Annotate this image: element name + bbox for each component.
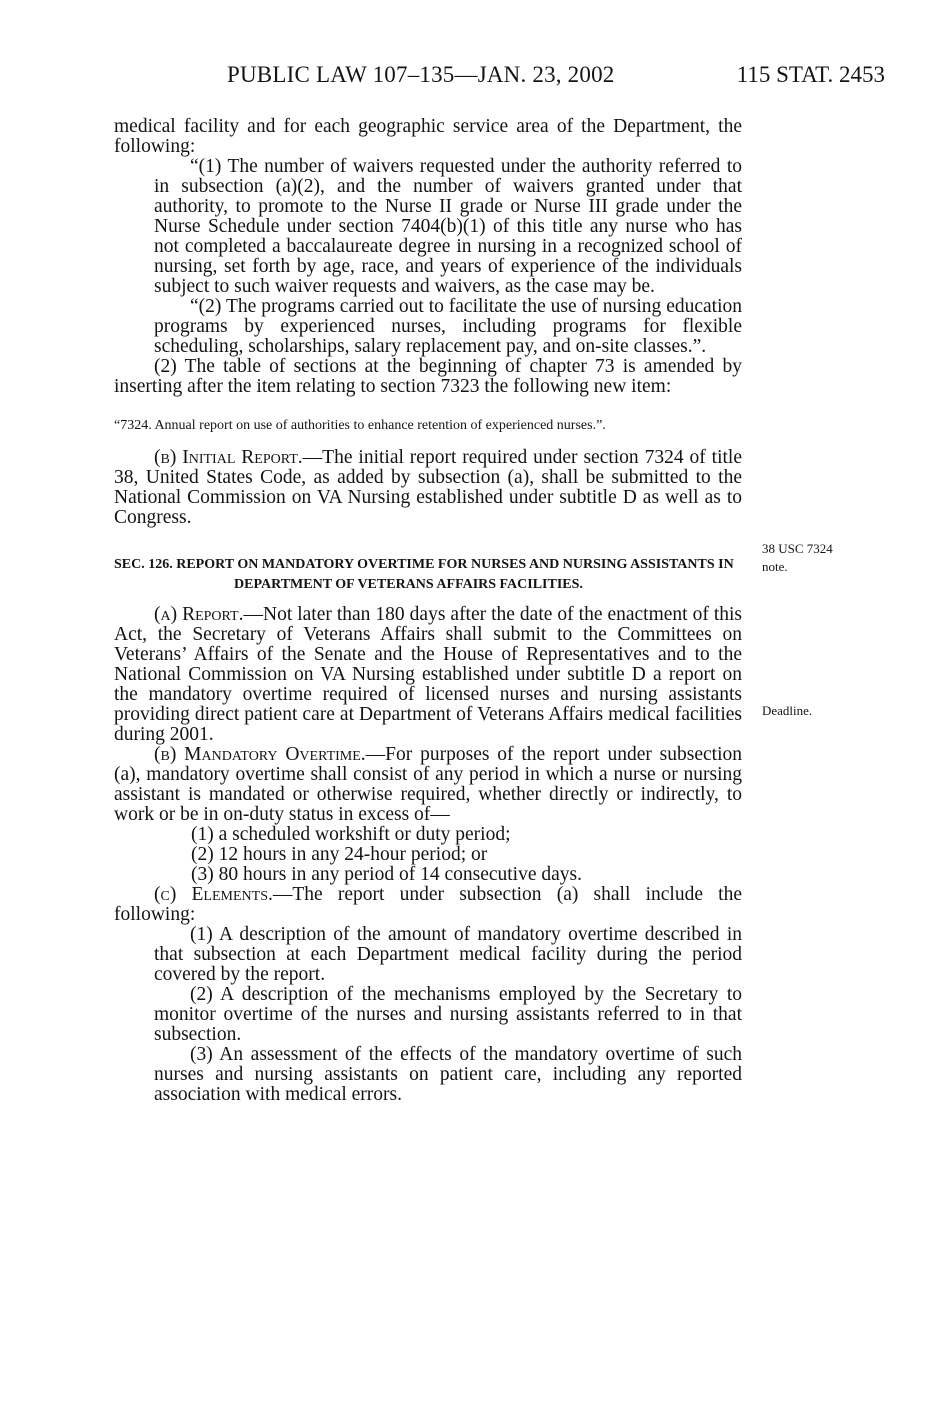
- list-item: (1) a scheduled workshift or duty period;: [191, 824, 511, 845]
- subsection-text: —For purposes of the report under subsection (a), mandatory overtime shall consist of any period in which a nurse or nursing assistant is mandated or otherwise required, whether directly or indirectly, to work or be in on-duty status in excess of—: [114, 744, 743, 825]
- paragraph: (2) The table of sections at the beginning of chapter 73 is amended by inserting after the item relating to section 7323 the following new item:: [114, 356, 742, 397]
- list-item: (2) 12 hours in any 24-hour period; or: [191, 844, 488, 865]
- list-item: (3) 80 hours in any period of 14 consecutive days.: [191, 864, 582, 885]
- paragraph: “(2) The programs carried out to facilitate the use of nursing education programs by experienced nurses, including programs for flexible scheduling, scholarships, salary replacement pay, and on-site classes.”.: [154, 296, 742, 357]
- paragraph: [114, 885, 742, 925]
- paragraph: [114, 605, 742, 745]
- table-of-sections-item: “7324. Annual report on use of authorities to enhance retention of experienced nurses.”.: [114, 418, 606, 433]
- list-item: (1) A description of the amount of mandatory overtime described in that subsection at each Department medical facility during the period covered by the report.: [154, 924, 742, 985]
- section-heading: SEC. 126. REPORT ON MANDATORY OVERTIME FOR NURSES AND NURSING ASSISTANTS IN DEPARTMENT OF VETERANS AFFAIRS FACILITIES.: [114, 557, 734, 592]
- paragraph: medical facility and for each geographic service area of the Department, the following:: [114, 116, 742, 157]
- margin-note-citation: 38 USC 7324 note.: [762, 541, 833, 574]
- subsection-heading: (c) Elements.: [154, 884, 273, 905]
- list-item: (2) A description of the mechanisms employed by the Secretary to monitor overtime of the nurses and nursing assistants referred to in that subsection.: [154, 984, 742, 1045]
- header-title: PUBLIC LAW 107–135—JAN. 23, 2002: [227, 62, 615, 87]
- margin-note-deadline: Deadline.: [762, 703, 813, 718]
- subsection-heading: (b) Mandatory Overtime.: [154, 744, 366, 765]
- running-header: [0, 62, 948, 92]
- subsection-heading: (a) Report.: [154, 604, 244, 625]
- document-body: [114, 117, 742, 1105]
- paragraph: [114, 745, 742, 825]
- header-page-number: 115 STAT. 2453: [736, 62, 885, 87]
- subsection-text: —Not later than 180 days after the date of the enactment of this Act, the Secretary of Veterans Affairs shall submit to the Committees on Veterans’ Affairs of the Senate and the House of Representatives and to the National Commission on VA Nursing established under subtitle D a report on the mandatory overtime required of licensed nurses and nursing assistants providing direct patient care at Department of Veterans Affairs medical facilities during 2001.: [114, 604, 742, 745]
- list-item: (3) An assessment of the effects of the mandatory overtime of such nurses and nursing assistants on patient care, including any reported association with medical errors.: [154, 1044, 742, 1105]
- subsection-text: —The initial report required under section 7324 of title 38, United States Code, as added by subsection (a), shall be submitted to the National Commission on VA Nursing established under subtitle D as well as to Congress.: [114, 447, 742, 528]
- paragraph: “(1) The number of waivers requested under the authority referred to in subsection (a)(2), and the number of waivers granted under that authority, to promote to the Nurse II grade or Nurse III grade under the Nurse Schedule under section 7404(b)(1) of this title any nurse who has not completed a baccalaureate degree in nursing in a recognized school of nursing, set forth by age, race, and years of experience of the individuals subject to such waiver requests and waivers, as the case may be.: [154, 156, 742, 297]
- subsection-text: —The report under subsection (a) shall include the following:: [114, 884, 742, 925]
- paragraph: [114, 448, 742, 528]
- subsection-heading: (b) Initial Report.: [154, 447, 303, 468]
